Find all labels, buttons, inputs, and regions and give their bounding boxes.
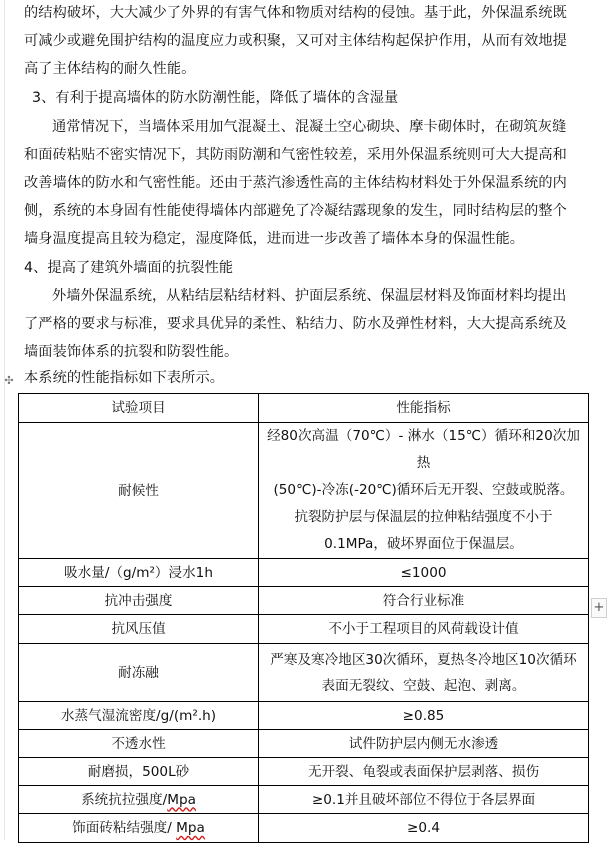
table-row [19,814,589,843]
table-row [19,423,589,559]
row-item: 饰面砖粘结强度/ Mpa [19,814,259,843]
move-handle-icon[interactable]: ✣ [4,374,14,387]
paragraph-line: 侧，系统的本身固有性能使得墙体内部避免了冷凝结露现象的发生，同时结构层的整个 [24,203,567,219]
paragraph-line: 通常情况下，当墙体采用加气混凝土、混凝土空心砌块、摩卡砌体时，在砌筑灰缝 [52,119,567,135]
row-index [259,423,589,559]
row-item: 不透水性 [19,730,259,758]
row-item: 吸水量/（g/m²）浸水1h [19,559,259,587]
plus-icon[interactable]: + [591,598,607,618]
paragraph-line: 改善墙体的防水和气密性能。还由于蒸汽渗透性高的主体结构材料处于外保温系统的内 [24,175,567,191]
row-item: 抗冲击强度 [19,587,259,615]
paragraph-line: 可减少或避免围护结构的温度应力或积聚，又可对主体结构起保护作用，从而有效地提 [24,33,567,49]
section-heading-3: 3、有利于提高墙体的防水防潮性能，降低了墙体的含湿量 [32,90,399,106]
row-index: ≥0.1并且破坏部位不得位于各层界面 [259,786,589,814]
paragraph-line: 高了主体结构的耐久性能。 [24,61,196,77]
row-item: 耐磨损，500L砂 [19,758,259,786]
performance-table [18,393,589,843]
spellcheck-underline: Mpa [167,791,196,808]
table-intro: 本系统的性能指标如下表所示。 [24,370,225,386]
index-line: 抗裂防护层与保温层的拉伸粘结强度不小于 [294,509,553,525]
row-index: 试件防护层内侧无水渗透 [259,730,589,758]
paragraph-line: 墙身温度提高且较为稳定，湿度降低，进而进一步改善了墙体本身的保温性能。 [24,231,525,247]
row-index: 不小于工程项目的风荷载设计值 [259,615,589,644]
row-index: ≤1000 [259,559,589,587]
spellcheck-underline: Mpa [176,820,205,836]
row-item: 系统抗拉强度/Mpa [19,786,259,814]
row-index: ≥0.4 [259,814,589,843]
table-header-row [19,394,589,423]
row-index: ≥0.85 [259,702,589,730]
header-item: 试验项目 [19,394,259,423]
page-margin-line [4,0,5,840]
row-item: 水蒸气湿流密度/g/(m².h) [19,702,259,730]
paragraph-line: 外墙外保温系统，从粘结层粘结材料、护面层系统、保温层材料及饰面材料均提出 [52,288,567,304]
table-row [19,644,589,702]
row-item: 耐冻融 [19,644,259,702]
paragraph-line: 和面砖粘贴不密实情况下，其防雨防潮和气密性较差，采用外保温系统则可大大提高和 [24,147,567,163]
row-item: 耐候性 [19,423,259,559]
row-item: 抗风压值 [19,615,259,644]
paragraph-line: 了严格的要求与标准，要求具优异的柔性、粘结力、防水及弹性材料，大大提高系统及 [24,316,567,332]
index-line: (50℃)-冷冻(-20℃)循环后无开裂、空鼓或脱落。 [273,482,574,498]
index-line: 经80次高温（70℃）- 淋水（15℃）循环和20次加热 [267,428,580,471]
index-line: 表面无裂纹、空鼓、起泡、剥离。 [321,677,526,694]
header-index: 性能指标 [259,394,589,423]
table-row [19,587,589,615]
index-line: 0.1MPa，破坏界面位于保温层。 [324,536,523,552]
table-row [19,615,589,644]
table-row [19,702,589,730]
row-index: 符合行业标准 [259,587,589,615]
paragraph-line: 的结构破坏，大大减少了外界的有害气体和物质对结构的侵蚀。基于此，外保温系统既 [24,5,567,21]
paragraph-line: 墙面装饰体系的抗裂和防裂性能。 [24,344,239,360]
section-heading-4: 4、提高了建筑外墙面的抗裂性能 [24,260,234,276]
index-line: 严寒及寒冷地区30次循环，夏热冬冷地区10次循环 [270,651,577,668]
table-row [19,786,589,814]
row-index [259,644,589,702]
row-index: 无开裂、龟裂或表面保护层剥落、损伤 [259,758,589,786]
table-row [19,758,589,786]
table-row [19,559,589,587]
table-row [19,730,589,758]
